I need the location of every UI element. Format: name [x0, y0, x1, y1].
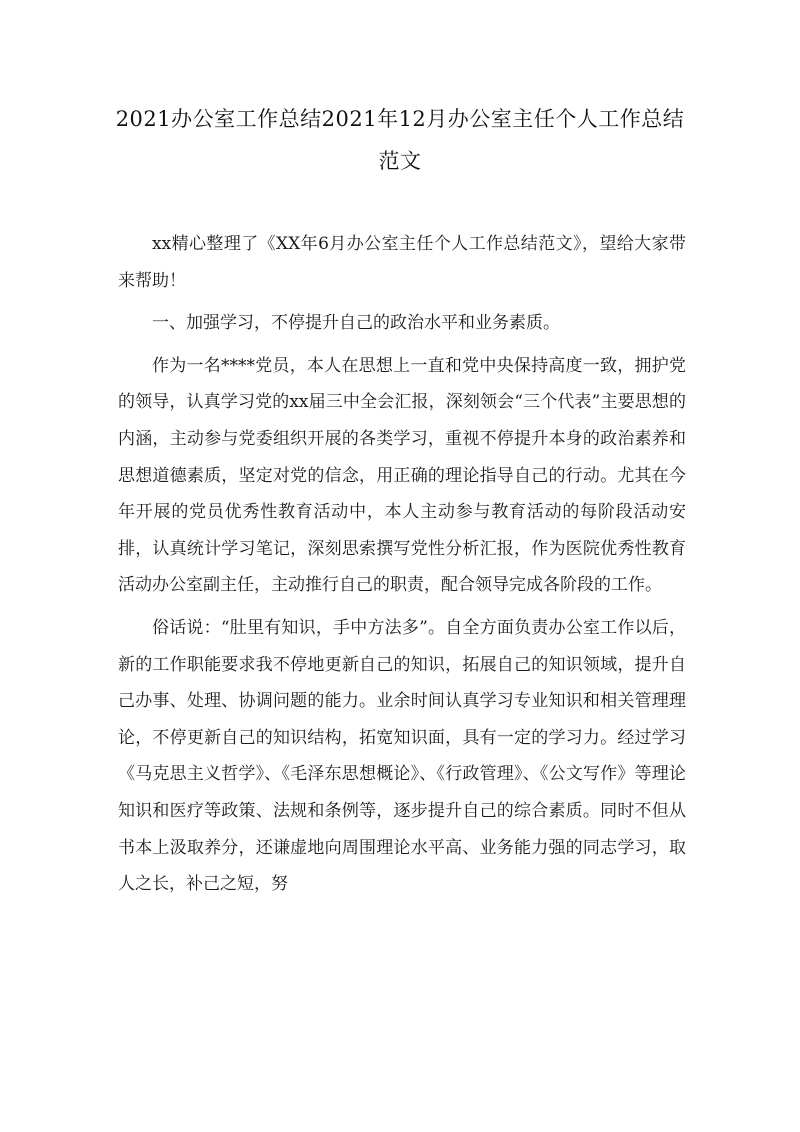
intro-paragraph: xx精心整理了《XX年6月办公室主任个人工作总结范文》，望给大家带来帮助！ — [118, 234, 686, 291]
document-body — [118, 226, 686, 909]
body-paragraph: 作为一名****党员，本人在思想上一直和党中央保持高度一致，拥护党的领导，认真学习党的xx届三中全会汇报，深刻领会“三个代表”主要思想的内涵，主动参与党委组织开展的各类学习，重视不停提升本身的政治素养和思想道德素质，坚定对党的信念，用正确的理论指导自己的行动。尤其在今年开展的党员优秀性教育活动中，本人主动参与教育活动的每阶段活动安排，认真统计学习笔记，深刻思索撰写党性分析汇报，作为医院优秀性教育活动办公室副主任，主动推行自己的职责，配合领导完成各阶段的工作。 — [118, 355, 686, 596]
document-title: 2021办公室工作总结2021年12月办公室主任个人工作总结范文 — [115, 107, 685, 173]
body-paragraph: 俗话说：“肚里有知识，手中方法多”。自全方面负责办公室工作以后，新的工作职能要求我不停地更新自己的知识，拓展自己的知识领域，提升自己办事、处理、协调问题的能力。业余时间认真学习专业知识和相关管理理论，不停更新自己的知识结构，拓宽知识面，具有一定的学习力。经过学习《马克思主义哲学》、《毛泽东思想概论》、《行政管理》、《公文写作》等理论知识和医疗等政策、法规和条例等，逐步提升自己的综合素质。同时不但从书本上汲取养分，还谦虚地向周围理论水平高、业务能力强的同志学习，取人之长，补己之短，努 — [118, 617, 686, 895]
section-heading: 一、加强学习，不停提升自己的政治水平和业务素质。 — [152, 313, 560, 334]
